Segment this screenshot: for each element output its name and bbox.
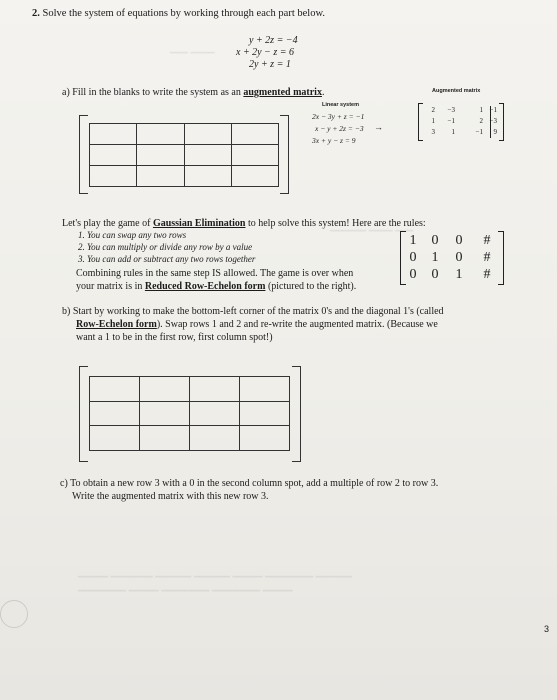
example-matrix-row xyxy=(419,117,503,128)
question-text: Solve the system of equations by working through each part below. xyxy=(42,8,325,19)
bleed-through-text: ━━━━━━ ━━━━ ━━━ xyxy=(330,226,414,237)
part-b-line-2 xyxy=(76,319,438,330)
matrix-cell: −3 xyxy=(447,106,455,114)
rules-intro-text: Let's play the game of xyxy=(62,218,153,229)
matrix-cell: 2 xyxy=(479,117,483,125)
right-arrow-icon: → xyxy=(374,122,383,132)
rref-row xyxy=(401,250,503,266)
matrix-cell: −1 xyxy=(489,106,497,114)
bleed-through-text: ━━━━━━━━ ━━━━━ ━━━━━━━━ ━━━━━━━━ ━━━━━ xyxy=(78,586,293,597)
equation-3: 2y + z = 1 xyxy=(249,59,291,70)
bleed-through-text: ━━━ ━━━━ xyxy=(170,48,215,59)
example-augmented-matrix xyxy=(418,104,504,140)
matrix-cell: −1 xyxy=(447,117,455,125)
matrix-cell: # xyxy=(483,250,491,265)
matrix-cell: −1 xyxy=(475,128,483,136)
matrix-cell: # xyxy=(483,267,491,282)
rref-row xyxy=(401,267,503,283)
gaussian-elimination-term: Gaussian Elimination xyxy=(152,218,246,229)
rules-intro-text-end: to help solve this system! Here are the rules: xyxy=(245,218,426,229)
matrix-cell: 1 xyxy=(451,128,455,136)
matrix-cell: 0 xyxy=(409,250,417,265)
example-matrix-row xyxy=(419,106,503,117)
left-bracket xyxy=(79,115,88,194)
part-c-line-2: Write the augmented matrix with this new row 3. xyxy=(72,491,269,502)
equation-1: y + 2z = −4 xyxy=(249,35,298,46)
augmented-matrix-term: augmented matrix xyxy=(243,87,322,98)
part-b-line-3: want a 1 to be in the first row, first column spot!) xyxy=(76,332,273,343)
question-prompt xyxy=(32,8,325,19)
rule-2: 2. You can multiply or divide any row by a value xyxy=(78,242,253,252)
row-echelon-term: Row-Echelon form xyxy=(76,319,157,330)
combining-rules-text: Combining rules in the same step IS allowed. The game is over when xyxy=(76,268,354,279)
bleed-through-text: ━━━━━ ━━━━━━━ ━━━━━━ ━━━━━━ ━━━━━ ━━━━━━━━ ━━━━━━ xyxy=(78,572,352,583)
rref-matrix xyxy=(400,232,504,284)
page-number: 3 xyxy=(544,624,550,634)
rule-1: 1. You can swap any two rows xyxy=(78,230,187,240)
combining-text-end: (pictured to the right). xyxy=(265,281,357,292)
part-b-line-1: b) Start by working to make the bottom-left corner of the matrix 0's and the diagonal 1's (called xyxy=(62,306,444,317)
matrix-cell: 0 xyxy=(455,250,463,265)
matrix-cell: 1 xyxy=(455,267,463,282)
example-equation-1: 2x − 3y + z = −1 xyxy=(312,112,365,121)
part-a-prompt xyxy=(62,87,324,98)
matrix-cell: 1 xyxy=(479,106,483,114)
matrix-cell: 1 xyxy=(431,117,435,125)
augmented-matrix-label: Augmented matrix xyxy=(432,88,481,94)
matrix-cell: 9 xyxy=(493,128,497,136)
part-b-answer-grid[interactable] xyxy=(89,376,290,451)
example-matrix-row xyxy=(419,128,503,139)
example-equation-2: x − y + 2z = −3 xyxy=(315,124,364,133)
matrix-cell: 3 xyxy=(431,128,435,136)
part-a-answer-grid[interactable] xyxy=(89,123,279,187)
part-a-period: . xyxy=(321,87,325,98)
rule-3: 3. You can add or subtract any two rows together xyxy=(78,254,256,264)
linear-system-label: Linear system xyxy=(322,102,359,108)
matrix-cell: # xyxy=(483,233,491,248)
matrix-cell: 0 xyxy=(431,267,439,282)
combining-text: your matrix is in xyxy=(76,281,145,292)
matrix-cell: 1 xyxy=(431,250,439,265)
matrix-cell: 0 xyxy=(431,233,439,248)
combining-rules-text-2 xyxy=(76,281,356,292)
matrix-cell: 0 xyxy=(409,267,417,282)
part-c-line-1: c) To obtain a new row 3 with a 0 in the second column spot, add a multiple of row 2 to row 3. xyxy=(60,478,439,489)
hole-punch-mark xyxy=(0,600,28,628)
right-bracket xyxy=(280,115,289,194)
rref-term: Reduced Row-Echelon form xyxy=(144,281,266,292)
question-number: 2. xyxy=(32,8,40,19)
matrix-cell: 0 xyxy=(455,233,463,248)
rref-row xyxy=(401,233,503,249)
rules-intro xyxy=(62,218,426,229)
left-bracket xyxy=(79,366,88,462)
equation-2: x + 2y − z = 6 xyxy=(236,47,295,58)
matrix-cell: 2 xyxy=(431,106,435,114)
matrix-cell: −3 xyxy=(489,117,497,125)
matrix-cell: 1 xyxy=(409,233,417,248)
example-equation-3: 3x + y − z = 9 xyxy=(312,136,356,145)
right-bracket xyxy=(292,366,301,462)
part-a-text: a) Fill in the blanks to write the system as an xyxy=(62,87,244,98)
part-b-text: ). Swap rows 1 and 2 and re-write the augmented matrix. (Because we xyxy=(156,319,438,330)
